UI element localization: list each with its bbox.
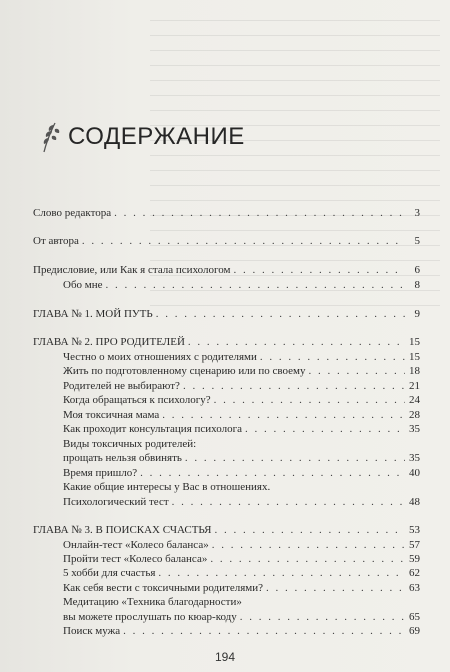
toc-entry-page: 18 (409, 365, 420, 377)
leader-dots (185, 452, 405, 465)
leader-dots (308, 365, 405, 378)
toc-entry-page: 35 (409, 423, 420, 435)
toc-entry-page: 35 (409, 452, 420, 464)
toc-entry-label: Медитацию «Техника благодарности» (63, 596, 242, 608)
toc-entry-label: Честно о моих отношениях с родителями (63, 351, 257, 363)
toc-entry-page: 8 (414, 279, 420, 291)
toc-entry[interactable] (63, 582, 420, 595)
toc-entry-page: 6 (414, 264, 420, 276)
leaf-sprig-icon (38, 120, 62, 154)
toc-entry-label: Онлайн-тест «Колесо баланса» (63, 539, 209, 551)
toc-entry-label: От автора (33, 235, 79, 247)
toc-entry[interactable] (63, 365, 420, 378)
leader-dots (188, 336, 405, 349)
leader-dots (123, 625, 405, 638)
toc-entry-page: 65 (409, 611, 420, 623)
toc-entry-page: 57 (409, 539, 420, 551)
toc-entry[interactable] (33, 264, 420, 277)
leader-dots (162, 409, 405, 422)
toc-entry-label: вы можете прослушать по кюар-коду (63, 611, 237, 623)
leader-dots (260, 351, 405, 364)
toc-entry[interactable] (63, 539, 420, 552)
toc-entry-page: 15 (409, 336, 420, 348)
toc-entry-page: 9 (414, 308, 420, 320)
leader-dots (114, 207, 405, 220)
toc-entry[interactable] (63, 394, 420, 407)
toc-entry[interactable] (63, 625, 420, 638)
leader-dots (245, 423, 405, 436)
toc-entry-label: Родителей не выбирают? (63, 380, 180, 392)
toc-entry-page: 24 (409, 394, 420, 406)
toc-entry-label: Обо мне (63, 279, 103, 291)
toc-entry-label: Слово редактора (33, 207, 112, 219)
leader-dots (183, 380, 405, 393)
leader-dots (214, 394, 405, 407)
leader-dots (158, 567, 405, 580)
toc-entry-label: 5 хобби для счастья (63, 567, 156, 579)
toc-entry[interactable] (33, 308, 420, 321)
leader-dots (156, 308, 405, 321)
toc-entry-label: Поиск мужа (63, 625, 121, 637)
toc-entry[interactable] (33, 336, 420, 349)
toc-entry-label: Виды токсичных родителей: (63, 438, 197, 450)
toc-entry-label: Как проходит консультация психолога (63, 423, 242, 435)
toc-entry-label: Когда обращаться к психологу? (63, 394, 211, 406)
toc-entry[interactable] (63, 553, 420, 566)
leader-dots (140, 467, 405, 480)
toc-entry-label: Моя токсичная мама (63, 409, 160, 421)
leader-dots (210, 553, 405, 566)
toc-entry[interactable] (63, 452, 420, 465)
leader-dots (106, 279, 405, 292)
leader-dots (266, 582, 405, 595)
toc-entry-page: 63 (409, 582, 420, 594)
toc-entry-label: Время пришло? (63, 467, 138, 479)
toc-entry-page: 3 (414, 207, 420, 219)
toc-entry[interactable] (63, 467, 420, 480)
toc-entry-label: Предисловие, или Как я стала психологом (33, 264, 231, 276)
toc-entry-label: ГЛАВА № 1. МОЙ ПУТЬ (33, 308, 153, 320)
toc-entry[interactable] (33, 524, 420, 537)
toc-entry[interactable] (63, 611, 420, 624)
toc-entry-label: Как себя вести с токсичными родителями? (63, 582, 263, 594)
toc-entry[interactable] (63, 567, 420, 580)
toc-entry[interactable] (33, 207, 420, 220)
leader-dots (212, 539, 405, 552)
toc-entry[interactable] (33, 235, 420, 248)
toc-title: СОДЕРЖАНИЕ (68, 123, 245, 150)
toc-entry-page: 21 (409, 380, 420, 392)
leader-dots (240, 611, 405, 624)
toc-entry-label: Какие общие интересы у Вас в отношениях. (63, 481, 271, 493)
toc-entry-page: 5 (414, 235, 420, 247)
toc-entry-page: 53 (409, 524, 420, 536)
toc-entry[interactable] (63, 423, 420, 436)
toc-entry[interactable] (63, 279, 420, 292)
leader-dots (172, 496, 405, 509)
toc-entry-label: ГЛАВА № 3. В ПОИСКАХ СЧАСТЬЯ (33, 524, 212, 536)
toc-entry-page: 40 (409, 467, 420, 479)
toc-entry-label: Жить по подготовленному сценарию или по своему (63, 365, 306, 377)
toc-heading (38, 120, 245, 154)
toc-entry[interactable] (63, 380, 420, 393)
toc-entry-page: 15 (409, 351, 420, 363)
toc-entry[interactable] (63, 409, 420, 422)
toc-entry-page: 48 (409, 496, 420, 508)
page-number: 194 (214, 650, 236, 664)
leader-dots (214, 524, 405, 537)
toc-entry-label: Пройти тест «Колесо баланса» (63, 553, 208, 565)
leader-dots (233, 264, 405, 277)
toc-entry-page: 69 (409, 625, 420, 637)
toc-entry-label: Психологический тест (63, 496, 169, 508)
toc-entry-page: 59 (409, 553, 420, 565)
toc-entry-label: ГЛАВА № 2. ПРО РОДИТЕЛЕЙ (33, 336, 185, 348)
toc-entry-label: прощать нельзя обвинять (63, 452, 182, 464)
leader-dots (82, 235, 405, 248)
toc-entry[interactable] (63, 496, 420, 509)
toc-entry[interactable] (63, 351, 420, 364)
toc-entry-page: 62 (409, 567, 420, 579)
toc-entry-page: 28 (409, 409, 420, 421)
